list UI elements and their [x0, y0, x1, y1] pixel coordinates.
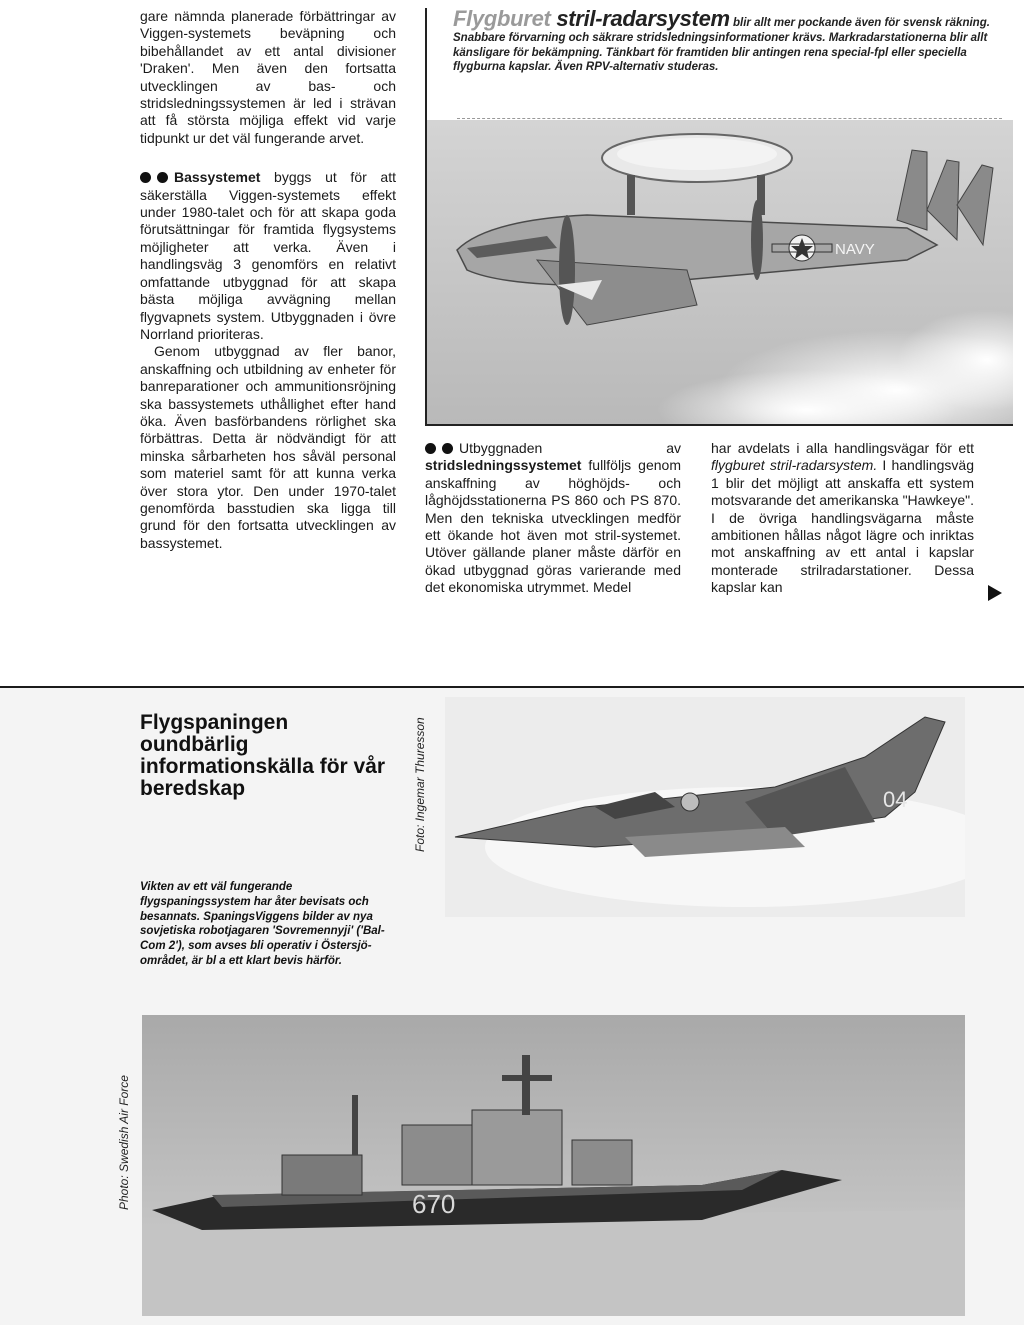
viggen-jet-photo — [445, 697, 965, 917]
hawkeye-photo — [427, 120, 1013, 424]
paragraph-arvet: gare nämnda planerade förbättringar av Viggen-systemets beväpning och bibehållandet av ett antal divisioner 'Draken'. Men även den fortsatta utvecklingen av bas- och stridsledningssystemen är led i strävan att få största möjliga effekt vid varje tidpunkt ur det väl fungerande arvet. — [140, 8, 396, 146]
paragraph-body: byggs ut för att säkerställa Viggen-systemets effekt under 1980-talet och för att skapa goda förutsättningar för framtida flygsystems möjligheter att verka. Även i handlingsväg 3 genomförs en relativt omfattande utbyggnad för att skapa bästa möjliga avvägning mellan flygvapnets system. Utbyggnaden i övre Norrland prioriteras. — [140, 169, 396, 342]
sidebar-body: blir allt mer pockande även för svensk räkning. Snabbare förvarning och säkrare stridsledningsinformationer krävs. Markradarstationerna blir allt känsligare för bekämpning. Tänkbart för framtiden blir antingen rena special-fpl eller speciella flygburna kapslar. Även RPV-alternativ studeras. — [453, 17, 990, 74]
paragraph-hawkeye: har avdelats i alla handlingsvägar för ett flygburet stril-radarsystem. I handlingsväg 1 blir det möjligt att anskaffa ett system motsvarande det amerikanska "Hawkeye". I de övriga handlingsvägarna måste ambitionen hållas något lägre och inriktas mot anskaffning av ett antal i kapslar monterade strilradarstationer. Dessa kapslar kan — [711, 440, 974, 596]
sidebar-title: Flygburet stril-radarsystem — [453, 8, 730, 31]
section-title: Flygspaningen oundbärlig informationskälla för vår beredskap — [140, 711, 386, 800]
column-right — [711, 440, 974, 597]
sidebar-text — [453, 8, 998, 75]
ship-photo — [142, 1015, 965, 1316]
paragraph-bassystemet — [140, 169, 396, 343]
continue-arrow-icon — [988, 585, 1002, 601]
photo-credit-jet: Foto: Ingemar Thuresson — [413, 717, 427, 852]
column-middle — [425, 440, 681, 597]
paragraph-stridsledning: Utbyggnaden av stridsledningssystemet fullföljs genom anskaffning av höghöjds- och låghöjdsstationerna PS 860 och PS 870. Men den tekniska utvecklingen medför ett ökande hot även mot stril-systemet. Utöver gällande planer måste därför en ökad utbyggnad göras varierande med det ekonomiska utrymmet. Medel — [425, 440, 681, 596]
bullet-icon — [157, 172, 168, 183]
paragraph-banor: Genom utbyggnad av fler banor, anskaffning och utbildning av enheter för banreparationer och ammunitionsröjning ska bassystemets uthållighet efter hand öka. Även basförbandens rörlighet ska förbättras. Detta är nödvändigt för att minska sårbarheten hos såväl personal som materiel samt för att kunna verka över stora ytor. Den under 1970-talet genomförda basstudien ska ligga till grund för den fortsatta utvecklingen av bassystemet. — [140, 343, 396, 551]
paragraph-lead: Bassystemet — [174, 169, 261, 186]
photo-caption: Vikten av ett väl fungerande flygspaningssystem har åter bevisats och besannats. SpaningsViggens bilder av nya sovjetiska robotjagaren 'Sovremennyji' ('Bal-Com 2'), som avses bli operativ i Östersjö-området, är bl a ett klart bevis härför. — [140, 881, 385, 967]
svg-text:NAVY: NAVY — [835, 241, 875, 258]
bullet-icon — [442, 443, 453, 454]
sidebar-box — [425, 8, 1013, 426]
svg-text:04: 04 — [883, 787, 908, 812]
svg-text:670: 670 — [412, 1189, 456, 1219]
bullet-icon — [140, 172, 151, 183]
column-left — [140, 8, 396, 552]
photo-credit-ship: Photo: Swedish Air Force — [117, 1075, 131, 1210]
divider — [457, 118, 1002, 119]
bullet-icon — [425, 443, 436, 454]
